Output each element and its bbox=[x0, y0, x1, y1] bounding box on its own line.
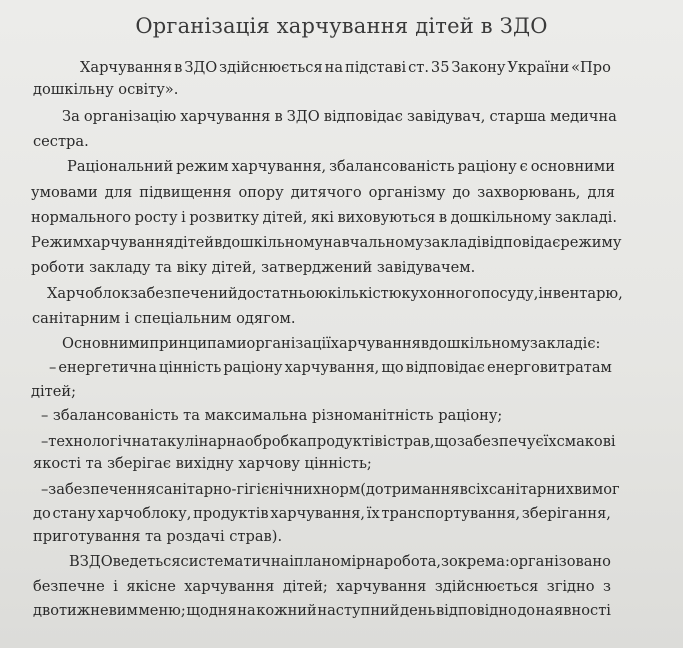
word: день bbox=[400, 602, 436, 619]
word: забезпечений bbox=[129, 285, 238, 302]
word: енерговитратам bbox=[486, 359, 612, 376]
word: і bbox=[113, 578, 118, 595]
word: умовами bbox=[31, 184, 98, 201]
text-line-11: санітарним і спеціальним одягом. bbox=[32, 310, 296, 327]
word: організації bbox=[246, 335, 331, 352]
word: росту bbox=[134, 209, 178, 226]
word: відповідає bbox=[405, 359, 485, 376]
word: організацію bbox=[83, 108, 177, 125]
text-line-2: дошкільну освіту». bbox=[33, 81, 179, 98]
word: інвентарю, bbox=[538, 285, 623, 302]
word: щодня bbox=[186, 602, 237, 619]
word: захворювань, bbox=[477, 184, 581, 201]
word: «Про bbox=[571, 59, 611, 76]
word: їх bbox=[366, 505, 380, 522]
word: організму bbox=[368, 184, 446, 201]
word: санітарних bbox=[488, 481, 574, 498]
word: згідно bbox=[546, 578, 595, 595]
word: режим bbox=[176, 158, 229, 175]
word: організовано bbox=[509, 553, 611, 570]
text-line-14: дітей; bbox=[31, 383, 77, 400]
text-line-19 bbox=[33, 504, 611, 524]
word: (дотримання bbox=[360, 481, 460, 498]
word: наступний bbox=[317, 602, 400, 619]
word: принципами bbox=[149, 335, 247, 352]
word: які bbox=[310, 209, 334, 226]
word: продуктів bbox=[307, 433, 383, 450]
word: робота, bbox=[383, 553, 442, 570]
word: вимог bbox=[573, 481, 620, 498]
word: здійснюється bbox=[434, 578, 539, 595]
word: старша bbox=[489, 108, 547, 125]
word: планомірна bbox=[293, 553, 384, 570]
word: і bbox=[382, 433, 388, 450]
word: – bbox=[41, 481, 49, 498]
text-line-12 bbox=[62, 334, 601, 354]
text-line-7 bbox=[31, 208, 617, 228]
word: забезпечення bbox=[48, 481, 156, 498]
word: і bbox=[181, 209, 186, 226]
text-line-18 bbox=[41, 480, 620, 500]
word: ЗДО bbox=[79, 553, 113, 570]
word: харчування bbox=[83, 234, 175, 251]
word: продуктів bbox=[193, 505, 269, 522]
word: транспортування, bbox=[381, 505, 521, 522]
word: зберігання, bbox=[521, 505, 611, 522]
word: що bbox=[434, 433, 457, 450]
word: медична bbox=[550, 108, 617, 125]
word: дошкільному bbox=[450, 209, 552, 226]
word: дошкільному bbox=[429, 335, 530, 352]
word: закладі bbox=[529, 335, 588, 352]
word: в bbox=[174, 59, 183, 76]
word: Раціональний bbox=[67, 158, 174, 175]
word: санітарно-гігієнічних bbox=[155, 481, 322, 498]
word: на bbox=[237, 602, 256, 619]
word: Харчоблок bbox=[47, 285, 130, 302]
text-line-1 bbox=[80, 58, 611, 78]
word: стану bbox=[52, 505, 96, 522]
text-line-13 bbox=[49, 358, 612, 378]
word: страв, bbox=[387, 433, 435, 450]
word: – bbox=[41, 433, 49, 450]
word: Режим bbox=[31, 234, 84, 251]
document-title: Організація харчування дітей в ЗДО bbox=[135, 14, 548, 38]
word: та bbox=[150, 433, 167, 450]
word: закладі bbox=[423, 234, 482, 251]
word: норм bbox=[321, 481, 361, 498]
word: дітей bbox=[174, 234, 215, 251]
word: що bbox=[381, 359, 404, 376]
text-line-6 bbox=[31, 183, 615, 203]
word: України bbox=[507, 59, 570, 76]
word: харчування bbox=[330, 335, 421, 352]
word: цінність bbox=[158, 359, 222, 376]
text-line-15: – збалансованість та максимальна різноманітність раціону; bbox=[41, 407, 503, 424]
word: достатньою bbox=[237, 285, 328, 302]
word: харчування bbox=[180, 108, 271, 125]
word: харчування bbox=[184, 578, 275, 595]
text-line-3 bbox=[62, 107, 617, 127]
word: За bbox=[62, 108, 80, 125]
word: кількістю bbox=[327, 285, 402, 302]
word: в bbox=[420, 335, 430, 352]
word: енергетична bbox=[58, 359, 157, 376]
word: харчування bbox=[336, 578, 427, 595]
word: до bbox=[517, 602, 536, 619]
word: опору bbox=[238, 184, 284, 201]
word: для bbox=[104, 184, 133, 201]
word: Харчування bbox=[80, 59, 173, 76]
text-line-5 bbox=[67, 157, 615, 177]
text-line-8 bbox=[31, 233, 622, 253]
word: закладі. bbox=[554, 209, 617, 226]
word: підвищення bbox=[139, 184, 232, 201]
word: ЗДО bbox=[286, 108, 320, 125]
word: раціону bbox=[223, 359, 283, 376]
word: до bbox=[33, 505, 51, 522]
word: режиму bbox=[560, 234, 622, 251]
text-line-17: якості та зберігає вихідну харчову цінність; bbox=[33, 455, 372, 472]
word: меню; bbox=[138, 602, 186, 619]
word: відповідає bbox=[481, 234, 561, 251]
word: В bbox=[69, 553, 80, 570]
word: харчування, bbox=[231, 158, 327, 175]
word: і bbox=[289, 553, 294, 570]
word: забезпечує bbox=[456, 433, 544, 450]
word: збалансованість bbox=[329, 158, 455, 175]
word: зокрема: bbox=[441, 553, 510, 570]
word: відповідає bbox=[323, 108, 403, 125]
word: в bbox=[438, 209, 448, 226]
word: – bbox=[49, 359, 57, 376]
word: відповідно bbox=[435, 602, 517, 619]
text-line-21 bbox=[69, 552, 610, 572]
word: наявності bbox=[535, 602, 611, 619]
word: з bbox=[603, 578, 611, 595]
word: безпечне bbox=[33, 578, 105, 595]
word: Закону bbox=[451, 59, 506, 76]
word: двотижневим bbox=[33, 602, 138, 619]
word: кухонного bbox=[401, 285, 481, 302]
word: дитячого bbox=[290, 184, 362, 201]
word: харчоблоку, bbox=[97, 505, 192, 522]
word: в bbox=[274, 108, 283, 125]
word: якісне bbox=[126, 578, 176, 595]
word: основними bbox=[530, 158, 615, 175]
word: нормального bbox=[31, 209, 132, 226]
word: обробка bbox=[244, 433, 308, 450]
word: виховуються bbox=[337, 209, 436, 226]
text-line-23 bbox=[33, 601, 611, 621]
word: розвитку bbox=[189, 209, 260, 226]
word: раціону bbox=[457, 158, 517, 175]
text-line-16 bbox=[41, 432, 616, 452]
word: технологічна bbox=[48, 433, 151, 450]
word: навчальному bbox=[323, 234, 424, 251]
word: є: bbox=[587, 335, 601, 352]
word: їх bbox=[543, 433, 557, 450]
word: ЗДО bbox=[184, 59, 218, 76]
word: дітей; bbox=[282, 578, 328, 595]
word: до bbox=[452, 184, 471, 201]
word: харчування, bbox=[284, 359, 380, 376]
word: завідувач, bbox=[407, 108, 486, 125]
word: кожний bbox=[256, 602, 317, 619]
word: здійснюється bbox=[219, 59, 323, 76]
word: смакові bbox=[556, 433, 616, 450]
word: 35 bbox=[430, 59, 450, 76]
word: ст. bbox=[408, 59, 429, 76]
text-line-10 bbox=[47, 284, 623, 304]
word: підставі bbox=[344, 59, 407, 76]
word: є bbox=[519, 158, 528, 175]
word: на bbox=[324, 59, 344, 76]
text-line-22 bbox=[33, 577, 611, 597]
word: систематична bbox=[180, 553, 290, 570]
word: харчування, bbox=[270, 505, 366, 522]
word: всіх bbox=[459, 481, 489, 498]
word: для bbox=[587, 184, 615, 201]
word: кулінарна bbox=[166, 433, 245, 450]
word: Основними bbox=[62, 335, 150, 352]
word: посуду, bbox=[480, 285, 539, 302]
text-line-20: приготування та роздачі страв). bbox=[33, 528, 283, 545]
word: ведеться bbox=[112, 553, 181, 570]
text-line-9: роботи закладу та віку дітей, затверджений завідувачем. bbox=[31, 259, 476, 276]
word: дітей, bbox=[262, 209, 308, 226]
text-line-4: сестра. bbox=[33, 133, 89, 150]
word: дошкільному bbox=[222, 234, 324, 251]
word: в bbox=[214, 234, 223, 251]
